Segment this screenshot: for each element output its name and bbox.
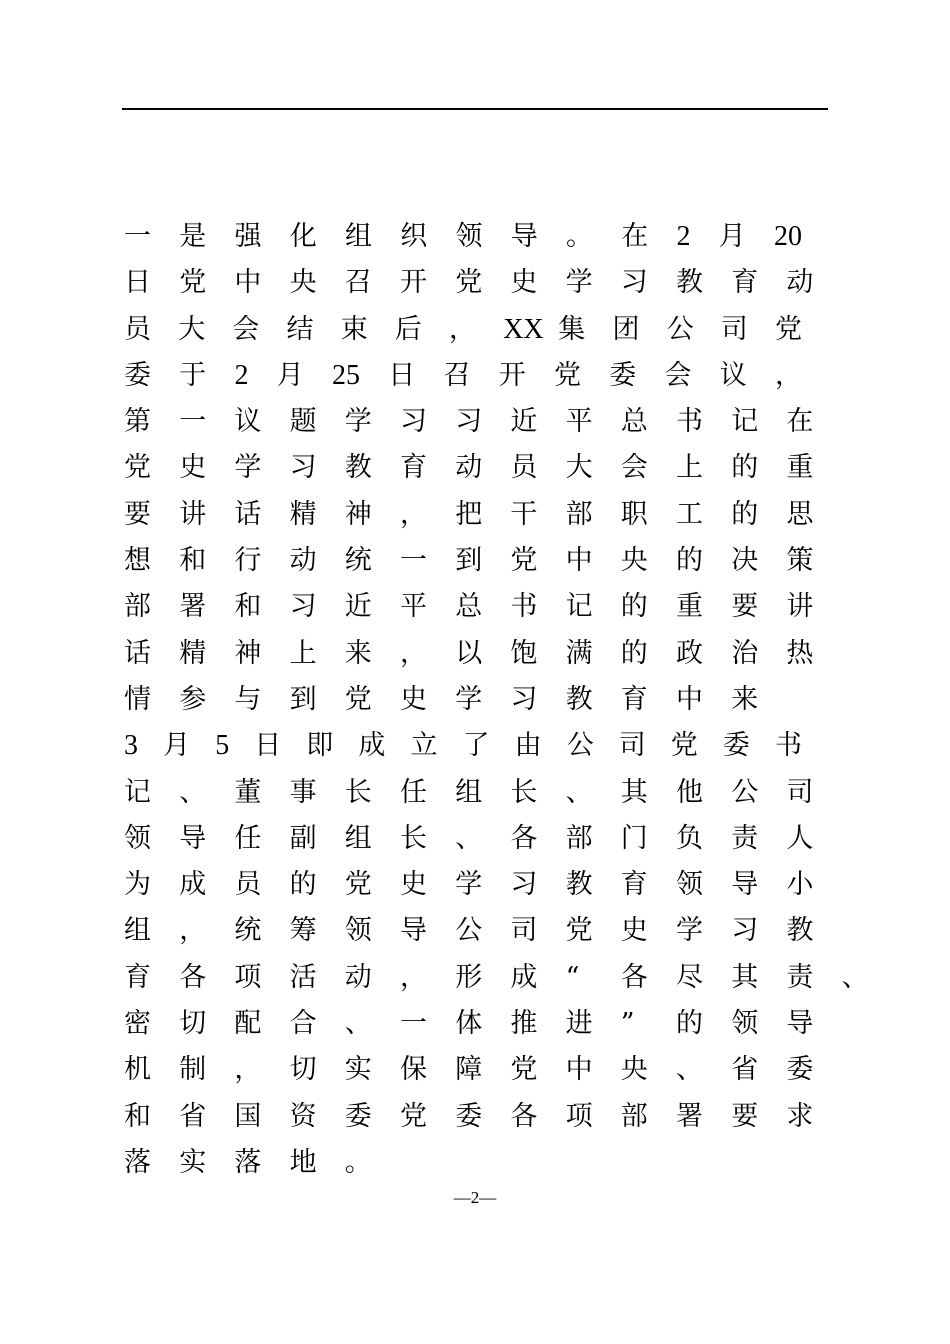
- text-char: 党: [510, 1054, 538, 1086]
- text-char: 参: [179, 683, 207, 715]
- text-char: 干: [510, 498, 538, 530]
- text-char: 党: [565, 915, 593, 947]
- text-char: 委: [722, 730, 750, 762]
- text-char: 习: [510, 869, 538, 901]
- text-char: 月: [163, 730, 191, 762]
- text-line: [0, 816, 950, 862]
- text-char: 习: [455, 406, 483, 438]
- text-char: 党: [400, 1100, 427, 1132]
- text-char: 上: [676, 452, 703, 484]
- text-char: 责: [731, 822, 759, 854]
- text-char: 领: [344, 915, 372, 947]
- text-char: 公: [566, 730, 594, 762]
- text-char: 结: [286, 313, 314, 345]
- text-line: [0, 677, 950, 723]
- text-char: ，: [400, 637, 427, 669]
- text-char: 史: [400, 869, 427, 901]
- text-char: 和: [124, 1100, 151, 1132]
- text-char: 日: [388, 359, 416, 391]
- text-char: 是: [179, 221, 207, 252]
- text-char: 史: [179, 452, 207, 484]
- text-char: 教: [786, 915, 814, 947]
- text-char: 省: [731, 1054, 759, 1086]
- text-char: 习: [289, 591, 317, 623]
- text-char: 重: [786, 452, 814, 484]
- text-char: 统: [234, 915, 262, 947]
- text-char: 学: [455, 869, 483, 901]
- text-char: 委: [124, 359, 151, 391]
- text-char: 学: [676, 915, 703, 947]
- text-char: “: [565, 961, 580, 993]
- text-char: 党: [554, 359, 581, 391]
- text-char: 导: [400, 915, 427, 947]
- text-char: 到: [455, 545, 483, 577]
- text-char: 饱: [510, 637, 538, 669]
- text-char: 把: [455, 498, 483, 530]
- text-char: 在: [621, 221, 649, 252]
- text-char: 责: [786, 961, 814, 993]
- text-char: 要: [731, 1100, 759, 1132]
- text-char: 集: [558, 313, 586, 345]
- text-char: 组: [124, 915, 151, 947]
- text-char: 央: [289, 267, 317, 299]
- text-char: 2: [676, 221, 691, 252]
- text-char: 、: [676, 1054, 703, 1086]
- text-char: 一: [179, 406, 207, 438]
- text-char: 议: [234, 406, 262, 438]
- text-char: 制: [179, 1054, 207, 1086]
- text-char: 地: [289, 1146, 317, 1178]
- text-char: 委: [786, 1054, 814, 1086]
- text-char: 史: [400, 683, 427, 715]
- text-char: 中: [234, 267, 262, 299]
- text-char: 和: [179, 545, 207, 577]
- text-char: 神: [344, 498, 372, 530]
- text-char: 与: [234, 683, 262, 715]
- text-line: [0, 214, 950, 260]
- text-char: 导: [786, 1008, 814, 1040]
- text-char: 各: [620, 961, 648, 993]
- text-char: 3: [124, 730, 138, 762]
- text-char: 公: [666, 313, 694, 345]
- text-char: 育: [124, 961, 151, 993]
- text-char: 组: [345, 221, 372, 252]
- text-char: 署: [179, 591, 207, 623]
- text-char: 开: [498, 359, 526, 391]
- text-char: 平: [565, 406, 593, 438]
- text-char: 情: [124, 683, 151, 715]
- text-char: 育: [620, 869, 648, 901]
- text-char: 史: [620, 915, 648, 947]
- text-line: [0, 538, 950, 584]
- text-char: 委: [455, 1100, 483, 1132]
- text-char: 进: [565, 1008, 593, 1040]
- text-line: [0, 770, 950, 816]
- text-char: 由: [514, 730, 542, 762]
- text-line: [0, 1094, 950, 1140]
- text-char: 任: [234, 822, 262, 854]
- text-char: 统: [344, 545, 372, 577]
- text-char: 学: [344, 406, 372, 438]
- text-char: 员: [510, 452, 538, 484]
- text-char: 习: [400, 406, 427, 438]
- text-char: 史: [510, 267, 538, 299]
- text-char: 负: [676, 822, 703, 854]
- text-char: 切: [289, 1054, 317, 1086]
- text-line: [0, 862, 950, 908]
- text-char: 、: [841, 961, 869, 993]
- text-char: 来: [731, 683, 759, 715]
- text-char: 党: [344, 869, 372, 901]
- text-char: 近: [510, 406, 538, 438]
- text-char: 部: [565, 498, 593, 530]
- text-char: 实: [179, 1146, 207, 1178]
- text-char: 教: [676, 267, 703, 299]
- text-char: 会: [232, 313, 260, 345]
- text-char: 来: [344, 637, 372, 669]
- text-char: 5: [215, 730, 230, 762]
- text-char: 落: [124, 1146, 151, 1178]
- text-char: 障: [455, 1054, 483, 1086]
- text-char: 公: [455, 915, 483, 947]
- text-char: XX: [503, 313, 544, 345]
- text-char: 月: [276, 359, 304, 391]
- text-line: [0, 955, 950, 1001]
- text-char: 要: [124, 498, 151, 530]
- text-line: [0, 353, 950, 399]
- text-char: 教: [565, 869, 593, 901]
- text-char: 人: [786, 822, 814, 854]
- text-char: 书: [676, 406, 703, 438]
- text-char: 行: [234, 545, 262, 577]
- text-char: 推: [510, 1008, 538, 1040]
- text-char: 近: [344, 591, 372, 623]
- text-char: 议: [719, 359, 747, 391]
- text-char: 重: [676, 591, 703, 623]
- text-char: 日: [254, 730, 282, 762]
- text-char: 动: [344, 961, 372, 993]
- text-char: 领: [455, 221, 483, 252]
- text-char: 领: [676, 869, 703, 901]
- text-char: 20: [774, 221, 802, 252]
- text-char: 其: [731, 961, 759, 993]
- text-char: 事: [289, 776, 317, 808]
- text-char: 第: [124, 406, 151, 438]
- text-char: 长: [510, 776, 538, 808]
- text-char: 央: [620, 1054, 648, 1086]
- text-char: 、: [344, 1008, 372, 1040]
- text-char: 一: [124, 221, 151, 252]
- text-char: 动: [289, 545, 317, 577]
- text-char: 长: [344, 776, 372, 808]
- text-char: 切: [179, 1008, 207, 1040]
- text-char: ，: [234, 1054, 262, 1086]
- text-char: 小: [786, 869, 814, 901]
- text-char: 书: [775, 730, 802, 762]
- text-char: 25: [332, 359, 360, 391]
- text-char: 、: [565, 776, 593, 808]
- text-line: [0, 1140, 950, 1186]
- text-char: 动: [455, 452, 483, 484]
- text-char: 话: [234, 498, 262, 530]
- text-char: 导: [179, 822, 207, 854]
- text-char: 党: [344, 683, 372, 715]
- text-char: 立: [410, 730, 438, 762]
- text-char: 领: [731, 1008, 759, 1040]
- text-char: 总: [455, 591, 483, 623]
- text-line: [0, 584, 950, 630]
- text-char: 后: [394, 313, 422, 345]
- text-char: 领: [124, 822, 151, 854]
- text-char: 央: [620, 545, 648, 577]
- text-char: 精: [179, 637, 207, 669]
- text-char: 和: [234, 591, 262, 623]
- text-line: [0, 445, 950, 491]
- body-paragraph: [0, 214, 950, 1186]
- text-char: ，: [449, 313, 476, 345]
- header-rule: [122, 108, 828, 110]
- text-char: 工: [676, 498, 703, 530]
- text-line: [0, 399, 950, 445]
- text-char: 职: [620, 498, 648, 530]
- text-char: 习: [510, 683, 538, 715]
- text-char: 习: [731, 915, 759, 947]
- text-char: 成: [358, 730, 386, 762]
- text-char: 任: [400, 776, 427, 808]
- text-char: 他: [676, 776, 703, 808]
- text-char: 学: [234, 452, 262, 484]
- text-char: 在: [786, 406, 814, 438]
- text-char: 团: [612, 313, 640, 345]
- text-char: 上: [289, 637, 317, 669]
- text-char: 落: [234, 1146, 262, 1178]
- text-char: 活: [289, 961, 317, 993]
- text-char: 治: [731, 637, 759, 669]
- text-line: [0, 908, 950, 954]
- text-char: 记: [565, 591, 593, 623]
- text-char: 党: [510, 545, 538, 577]
- text-char: 导: [731, 869, 759, 901]
- text-char: 省: [179, 1100, 207, 1132]
- text-char: 署: [676, 1100, 703, 1132]
- text-char: 织: [400, 221, 428, 252]
- text-char: 组: [344, 822, 372, 854]
- text-char: 副: [289, 822, 317, 854]
- text-line: [0, 631, 950, 677]
- text-char: 司: [720, 313, 748, 345]
- text-char: 委: [344, 1100, 372, 1132]
- text-char: 以: [455, 637, 483, 669]
- text-char: 密: [124, 1008, 151, 1040]
- text-char: 长: [400, 822, 427, 854]
- text-char: 的: [731, 498, 759, 530]
- text-char: 书: [510, 591, 538, 623]
- text-char: 各: [510, 822, 538, 854]
- text-char: 项: [234, 961, 262, 993]
- text-char: 想: [124, 545, 151, 577]
- text-char: 记: [124, 776, 151, 808]
- text-char: 日: [124, 267, 151, 299]
- page-number: —2—: [453, 1188, 497, 1207]
- text-char: 话: [124, 637, 151, 669]
- text-char: 题: [289, 406, 317, 438]
- text-char: 员: [234, 869, 262, 901]
- text-char: 会: [664, 359, 692, 391]
- text-char: 育: [400, 452, 427, 484]
- text-char: ，: [775, 359, 802, 391]
- text-char: 月: [718, 221, 746, 252]
- text-char: 讲: [179, 498, 207, 530]
- text-char: 一: [400, 1008, 427, 1040]
- text-char: ”: [620, 1008, 635, 1040]
- text-char: 党: [179, 267, 207, 299]
- text-char: 讲: [786, 591, 814, 623]
- text-char: 神: [234, 637, 262, 669]
- text-char: 满: [565, 637, 593, 669]
- text-char: 思: [786, 498, 814, 530]
- text-char: 教: [344, 452, 372, 484]
- text-char: 学: [455, 683, 483, 715]
- text-char: 中: [565, 545, 593, 577]
- text-char: 组: [455, 776, 483, 808]
- text-line: [0, 1047, 950, 1093]
- text-char: 育: [731, 267, 759, 299]
- text-char: ，: [400, 961, 427, 993]
- text-line: [0, 492, 950, 538]
- text-line: [0, 723, 950, 769]
- text-char: 成: [510, 961, 538, 993]
- text-char: 会: [620, 452, 648, 484]
- text-char: 的: [676, 545, 703, 577]
- text-char: 大: [178, 313, 206, 345]
- text-char: 精: [289, 498, 317, 530]
- text-char: 部: [620, 1100, 648, 1132]
- text-char: 体: [455, 1008, 483, 1040]
- text-char: 。: [344, 1146, 372, 1178]
- text-char: 平: [400, 591, 427, 623]
- text-char: 各: [510, 1100, 538, 1132]
- text-char: 中: [676, 683, 703, 715]
- text-char: 到: [289, 683, 317, 715]
- text-char: 政: [676, 637, 703, 669]
- text-char: 热: [786, 637, 814, 669]
- text-char: 教: [565, 683, 593, 715]
- text-char: 了: [462, 730, 490, 762]
- text-char: 委: [609, 359, 637, 391]
- text-char: 决: [731, 545, 759, 577]
- text-char: ，: [400, 498, 427, 530]
- text-char: 合: [289, 1008, 317, 1040]
- text-char: 动: [786, 267, 814, 299]
- text-char: 开: [400, 267, 427, 299]
- text-char: 一: [400, 545, 427, 577]
- text-line: [0, 260, 950, 306]
- text-char: 党: [775, 313, 802, 345]
- text-char: 、: [455, 822, 483, 854]
- text-char: 资: [289, 1100, 317, 1132]
- text-char: 的: [676, 1008, 703, 1040]
- text-char: 机: [124, 1054, 151, 1086]
- text-char: 部: [565, 822, 593, 854]
- text-char: 保: [400, 1054, 427, 1086]
- text-char: 其: [620, 776, 648, 808]
- text-char: 党: [670, 730, 698, 762]
- text-char: 要: [731, 591, 759, 623]
- text-char: 求: [786, 1100, 814, 1132]
- text-char: 国: [234, 1100, 262, 1132]
- text-char: ，: [179, 915, 207, 947]
- text-char: 党: [455, 267, 483, 299]
- text-line: [0, 1001, 950, 1047]
- text-char: 化: [289, 221, 317, 252]
- text-char: 公: [731, 776, 759, 808]
- text-char: 于: [179, 359, 207, 391]
- text-char: 董: [234, 776, 262, 808]
- text-char: 实: [344, 1054, 372, 1086]
- text-line: [0, 307, 950, 353]
- text-char: 总: [620, 406, 648, 438]
- text-char: 形: [455, 961, 483, 993]
- text-char: 门: [620, 822, 648, 854]
- text-char: 强: [234, 221, 262, 252]
- text-char: 召: [344, 267, 372, 299]
- text-char: 记: [731, 406, 759, 438]
- text-char: 党: [124, 452, 151, 484]
- text-char: 策: [786, 545, 814, 577]
- text-char: 项: [565, 1100, 593, 1132]
- text-char: 习: [620, 267, 648, 299]
- text-char: 习: [289, 452, 317, 484]
- text-char: 。: [566, 221, 593, 252]
- text-char: 司: [510, 915, 538, 947]
- text-char: 召: [443, 359, 471, 391]
- text-char: 中: [565, 1054, 593, 1086]
- text-char: 的: [620, 591, 648, 623]
- text-char: 的: [620, 637, 648, 669]
- text-char: 2: [234, 359, 249, 391]
- text-char: 的: [289, 869, 317, 901]
- text-char: 筹: [289, 915, 317, 947]
- text-char: 员: [124, 313, 151, 345]
- text-char: 尽: [676, 961, 703, 993]
- text-char: 的: [731, 452, 759, 484]
- text-char: 导: [510, 221, 538, 252]
- text-char: 各: [179, 961, 207, 993]
- text-char: 育: [620, 683, 648, 715]
- text-char: 即: [306, 730, 334, 762]
- text-char: 成: [179, 869, 207, 901]
- text-char: 束: [340, 313, 368, 345]
- text-char: 司: [618, 730, 646, 762]
- text-char: 配: [234, 1008, 262, 1040]
- text-char: 为: [124, 869, 151, 901]
- text-char: 大: [565, 452, 593, 484]
- text-char: 司: [786, 776, 814, 808]
- text-char: 部: [124, 591, 151, 623]
- text-char: 、: [179, 776, 207, 808]
- text-char: 学: [565, 267, 593, 299]
